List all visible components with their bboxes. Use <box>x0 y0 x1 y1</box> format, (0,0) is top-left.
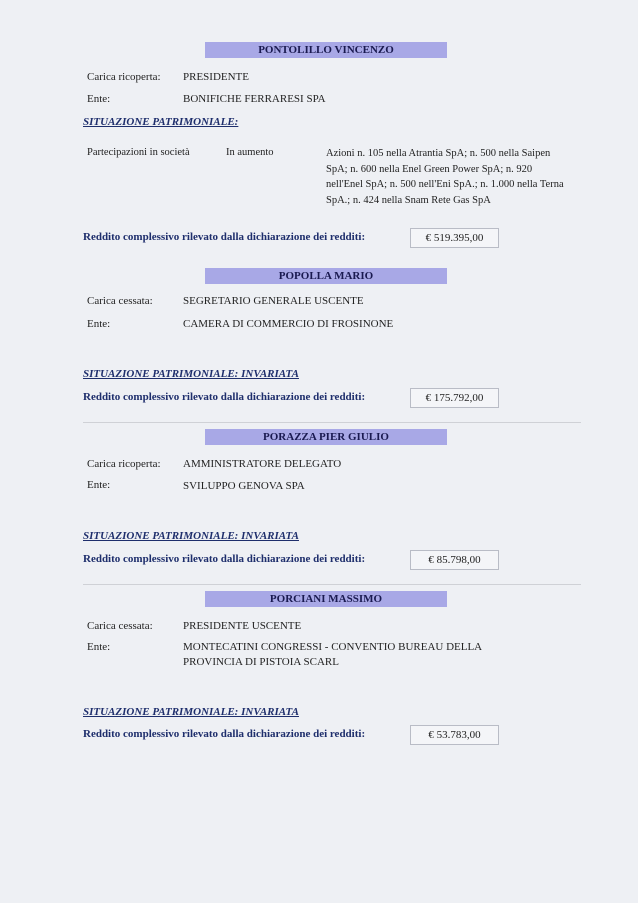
role-label: Carica cessata: <box>87 620 153 632</box>
reddito-value: € 519.395,00 <box>410 228 499 248</box>
reddito-label: Reddito complessivo rilevato dalla dichiarazione dei redditi: <box>83 231 366 243</box>
partecipazioni-text: Azioni n. 105 nella Atrantia SpA; n. 500 nella Saipen SpA; n. 600 nella Enel Green Power SpA; n. 920 nell'Enel SpA; n. 500 nell'Eni SpA.; n. 1.000 nella Terna SpA.; n. 424 nella Snam Rete Gas SpA <box>326 148 564 206</box>
ente-value-line1: MONTECATINI CONGRESSI - CONVENTIO BUREAU DELLA <box>183 641 483 653</box>
reddito-value: € 85.798,00 <box>410 550 499 570</box>
reddito-value: € 53.783,00 <box>410 725 499 745</box>
entry-name-bar: POPOLLA MARIO <box>205 268 447 284</box>
partecipazioni-status: In aumento <box>226 147 274 158</box>
ente-value: CAMERA DI COMMERCIO DI FROSINONE <box>183 318 394 330</box>
reddito-value: € 175.792,00 <box>410 388 499 408</box>
situazione-patrimoniale: SITUAZIONE PATRIMONIALE: <box>83 116 239 128</box>
entry-name-bar: PONTOLILLO VINCENZO <box>205 42 447 58</box>
partecipazioni-label: Partecipazioni in società <box>87 147 190 158</box>
role-label: Carica cessata: <box>87 295 153 307</box>
role-label: Carica ricoperta: <box>87 458 161 470</box>
ente-value: SVILUPPO GENOVA SPA <box>183 480 305 492</box>
ente-label: Ente: <box>87 479 111 491</box>
role-value: AMMINISTRATORE DELEGATO <box>183 458 342 470</box>
role-value: SEGRETARIO GENERALE USCENTE <box>183 295 364 307</box>
separator <box>83 422 581 423</box>
reddito-label: Reddito complessivo rilevato dalla dichiarazione dei redditi: <box>83 391 366 403</box>
entry-name-bar: PORAZZA PIER GIULIO <box>205 429 447 445</box>
ente-value: BONIFICHE FERRARESI SPA <box>183 93 326 105</box>
situazione-patrimoniale: SITUAZIONE PATRIMONIALE: INVARIATA <box>83 706 299 718</box>
role-value: PRESIDENTE USCENTE <box>183 620 302 632</box>
ente-value-line2: PROVINCIA DI PISTOIA SCARL <box>183 656 339 668</box>
separator <box>83 584 581 585</box>
situazione-patrimoniale: SITUAZIONE PATRIMONIALE: INVARIATA <box>83 368 299 380</box>
ente-label: Ente: <box>87 641 111 653</box>
ente-label: Ente: <box>87 93 111 105</box>
ente-label: Ente: <box>87 318 111 330</box>
entry-name-bar: PORCIANI MASSIMO <box>205 591 447 607</box>
role-value: PRESIDENTE <box>183 71 249 83</box>
situazione-patrimoniale: SITUAZIONE PATRIMONIALE: INVARIATA <box>83 530 299 542</box>
reddito-label: Reddito complessivo rilevato dalla dichiarazione dei redditi: <box>83 553 366 565</box>
role-label: Carica ricoperta: <box>87 71 161 83</box>
reddito-label: Reddito complessivo rilevato dalla dichiarazione dei redditi: <box>83 728 366 740</box>
